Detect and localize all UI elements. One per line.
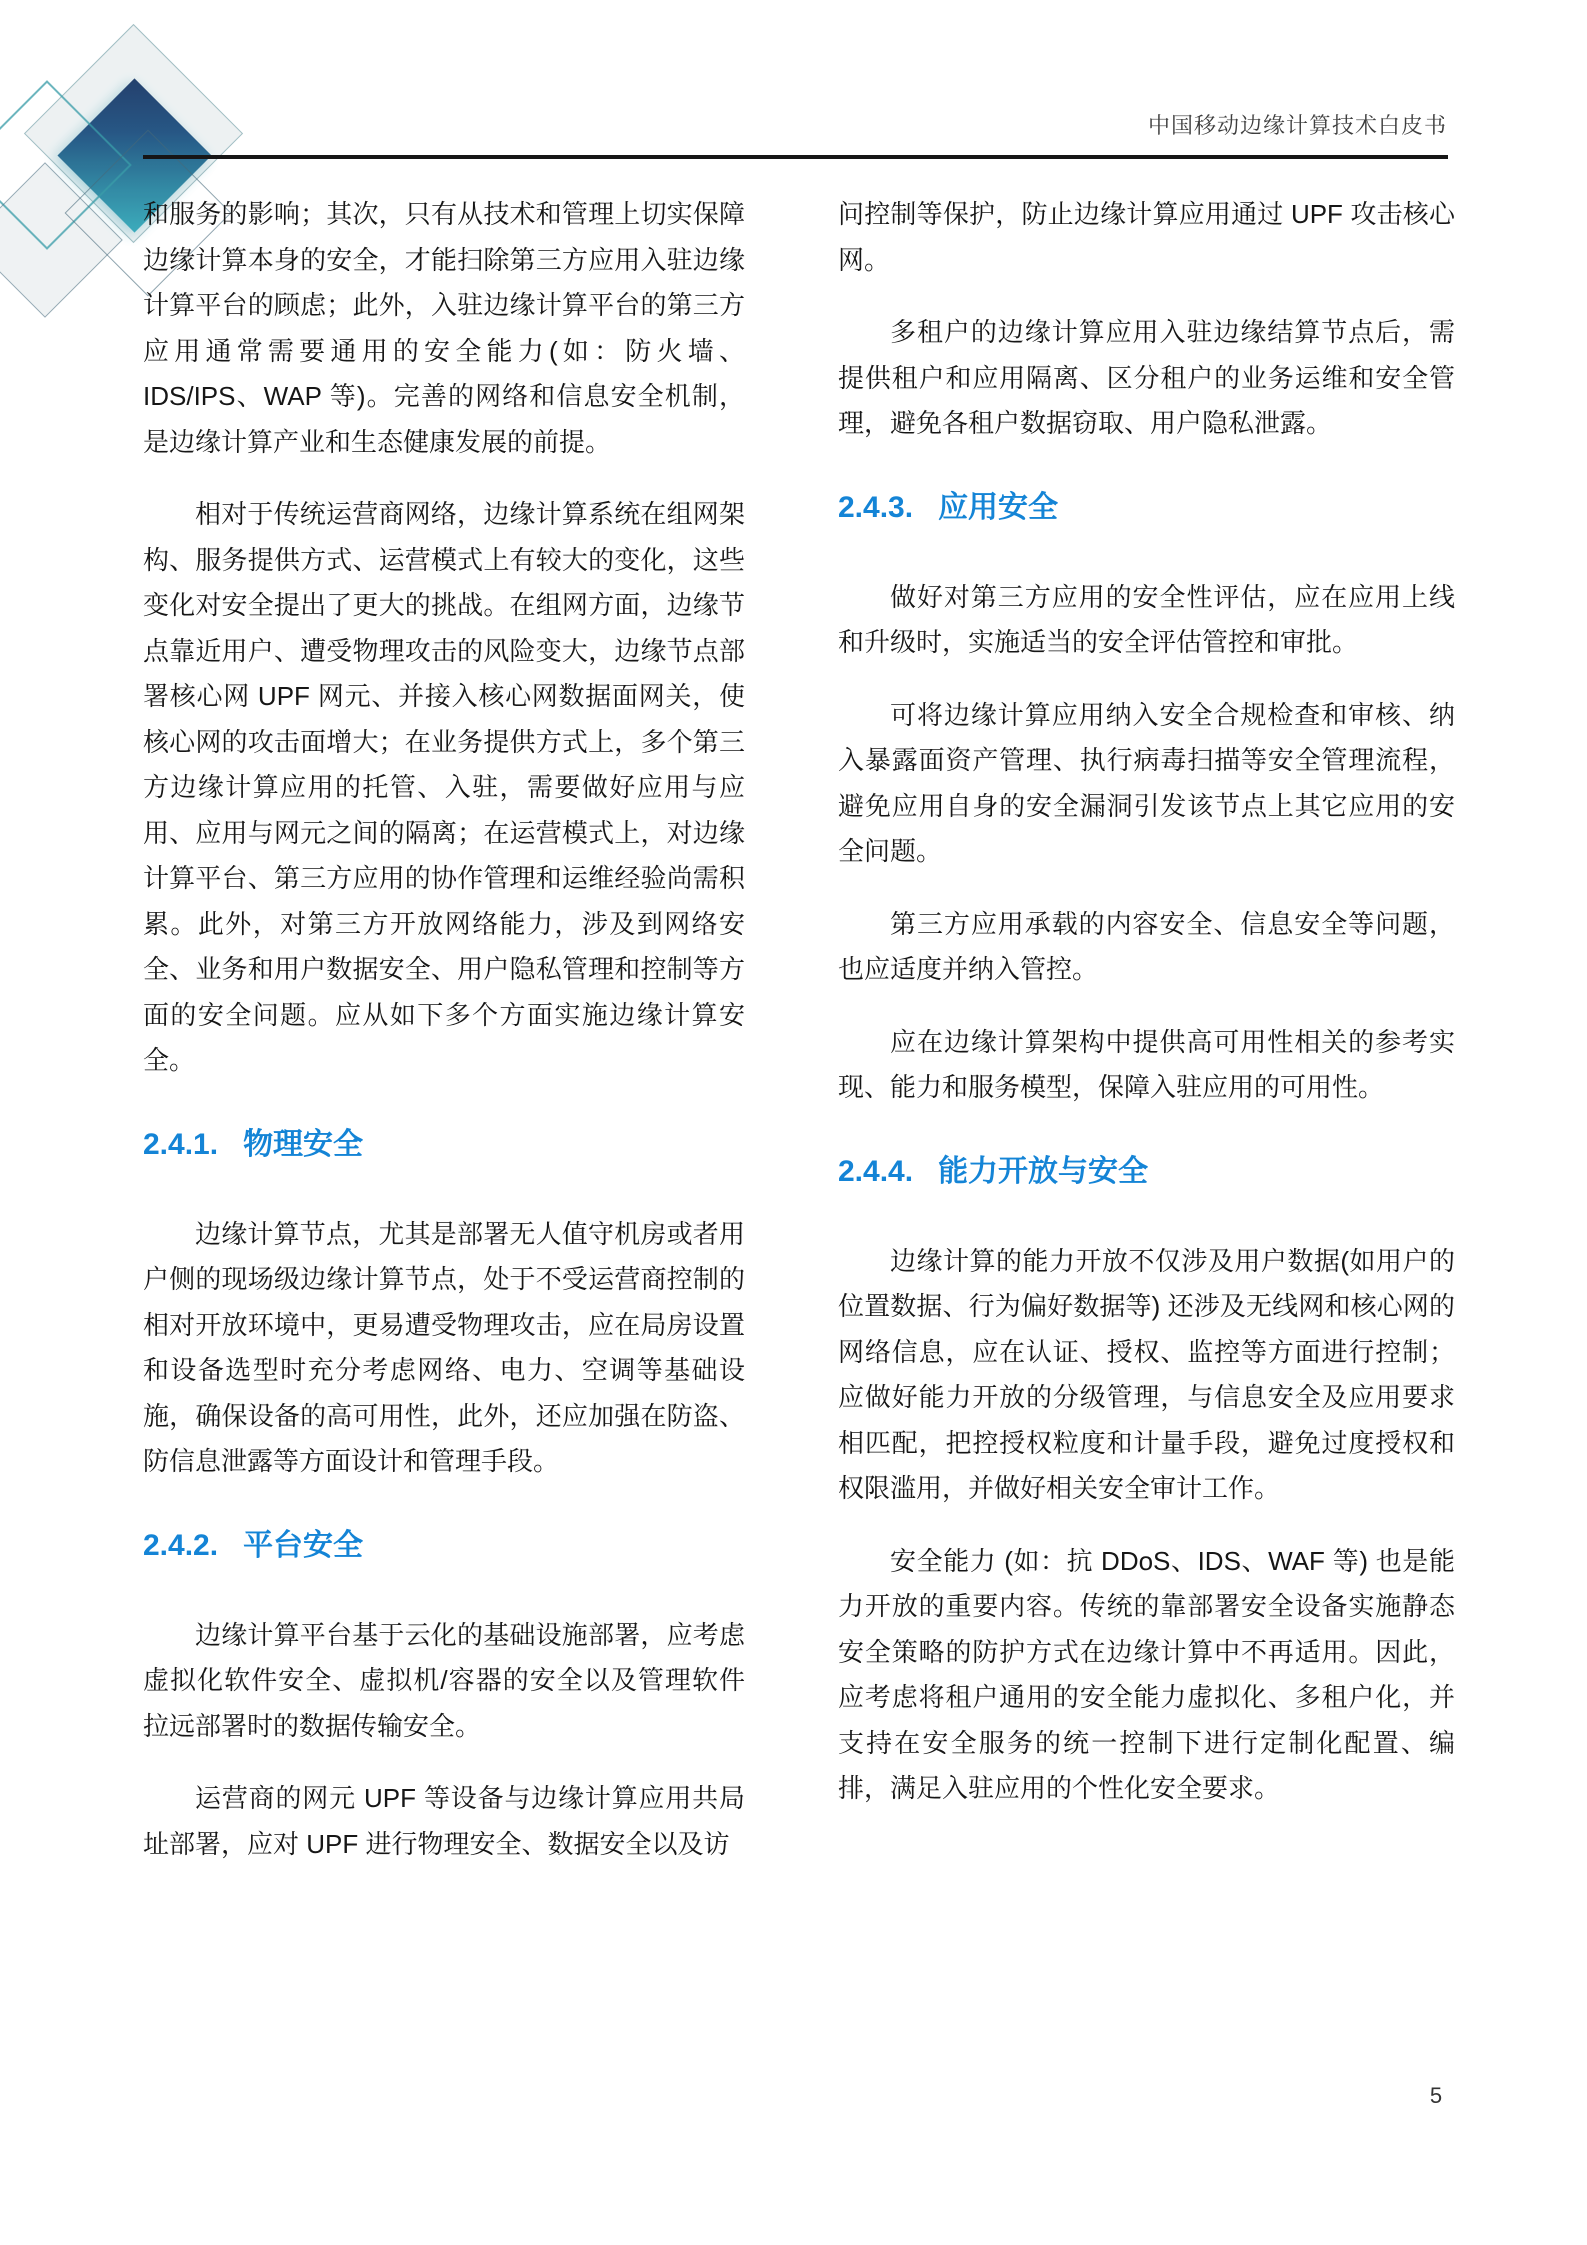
paragraph: 可将边缘计算应用纳入安全合规检查和审核、纳入暴露面资产管理、执行病毒扫描等安全管理流程，避免应用自身的安全漏洞引发该节点上其它应用的安全问题。: [838, 699, 1455, 866]
section-title: 能力开放与安全: [938, 1154, 1149, 1188]
paragraph: 相对于传统运营商网络，边缘计算系统在组网架构、服务提供方式、运营模式上有较大的变化，这些变化对安全提出了更大的挑战。在组网方面，边缘节点靠近用户、遭受物理攻击的风险变大，边缘节点部署核心网 UPF 网元、并接入核心网数据面网关，使核心网的攻击面增大；在业务提供方式上，多个第三方边缘计算应用的托管、入驻，需要做好应用与应用、应用与网元之间的隔离；在运营模式上，对边缘计算平台、第三方应用的协作管理和运维经验尚需积累。此外，对第三方开放网络能力，涉及到网络安全、业务和用户数据安全、用户隐私管理和控制等方面的安全问题。应从如下多个方面实施边缘计算安全。: [143, 499, 745, 1075]
right-column: [838, 192, 1455, 1894]
section-number: 2.4.3.: [838, 490, 914, 524]
section-title: 平台安全: [243, 1528, 364, 1562]
paragraph: 应在边缘计算架构中提供高可用性相关的参考实现、能力和服务模型，保障入驻应用的可用性。: [838, 1026, 1455, 1102]
paragraph: 第三方应用承载的内容安全、信息安全等问题，也应适度并纳入管控。: [838, 908, 1455, 984]
section-title: 应用安全: [938, 490, 1059, 524]
section-number: 2.4.2.: [143, 1528, 219, 1562]
section-heading: [143, 1124, 745, 1166]
paragraph: 运营商的网元 UPF 等设备与边缘计算应用共局址部署，应对 UPF 进行物理安全、数据安全以及访: [143, 1783, 745, 1859]
paragraph: 边缘计算的能力开放不仅涉及用户数据(如用户的位置数据、行为偏好数据等) 还涉及无线网和核心网的网络信息，应在认证、授权、监控等方面进行控制；应做好能力开放的分级管理，与信息安全及应用要求相匹配，把控授权粒度和计量手段，避免过度授权和权限滥用，并做好相关安全审计工作。: [838, 1245, 1455, 1503]
left-column: [143, 192, 745, 1894]
page-number: 5: [1429, 2083, 1443, 2108]
section-number: 2.4.4.: [838, 1154, 914, 1188]
paragraph: 安全能力 (如：抗 DDoS、IDS、WAF 等) 也是能力开放的重要内容。传统的靠部署安全设备实施静态安全策略的防护方式在边缘计算中不再适用。因此，应考虑将租户通用的安全能力虚拟化、多租户化，并支持在安全服务的统一控制下进行定制化配置、编排，满足入驻应用的个性化安全要求。: [838, 1545, 1455, 1803]
paragraph: 和服务的影响；其次，只有从技术和管理上切实保障边缘计算本身的安全，才能扫除第三方应用入驻边缘计算平台的顾虑；此外，入驻边缘计算平台的第三方应用通常需要通用的安全能力(如：防火墙、IDS/IPS、WAP 等)。完善的网络和信息安全机制，是边缘计算产业和生态健康发展的前提。: [143, 199, 745, 457]
paragraph: 多租户的边缘计算应用入驻边缘结算节点后，需提供租户和应用隔离、区分租户的业务运维和安全管理，避免各租户数据窃取、用户隐私泄露。: [838, 317, 1455, 438]
page-header-title: 中国移动边缘计算技术白皮书: [1147, 113, 1447, 138]
content-columns: [143, 192, 1455, 1894]
paragraph: 边缘计算平台基于云化的基础设施部署，应考虑虚拟化软件安全、虚拟机/容器的安全以及管理软件拉远部署时的数据传输安全。: [143, 1619, 745, 1741]
section-number: 2.4.1.: [143, 1127, 219, 1161]
section-title: 物理安全: [243, 1127, 364, 1161]
section-heading: [143, 1525, 745, 1567]
paragraph: 做好对第三方应用的安全性评估，应在应用上线和升级时，实施适当的安全评估管控和审批。: [838, 581, 1455, 657]
paragraph: 问控制等保护，防止边缘计算应用通过 UPF 攻击核心网。: [838, 199, 1455, 275]
section-heading: [838, 487, 1455, 529]
section-heading: [838, 1151, 1455, 1193]
paragraph: 边缘计算节点，尤其是部署无人值守机房或者用户侧的现场级边缘计算节点，处于不受运营商控制的相对开放环境中，更易遭受物理攻击，应在局房设置和设备选型时充分考虑网络、电力、空调等基础设施，确保设备的高可用性，此外，还应加强在防盗、防信息泄露等方面设计和管理手段。: [143, 1218, 745, 1476]
header-rule: [143, 155, 1448, 159]
